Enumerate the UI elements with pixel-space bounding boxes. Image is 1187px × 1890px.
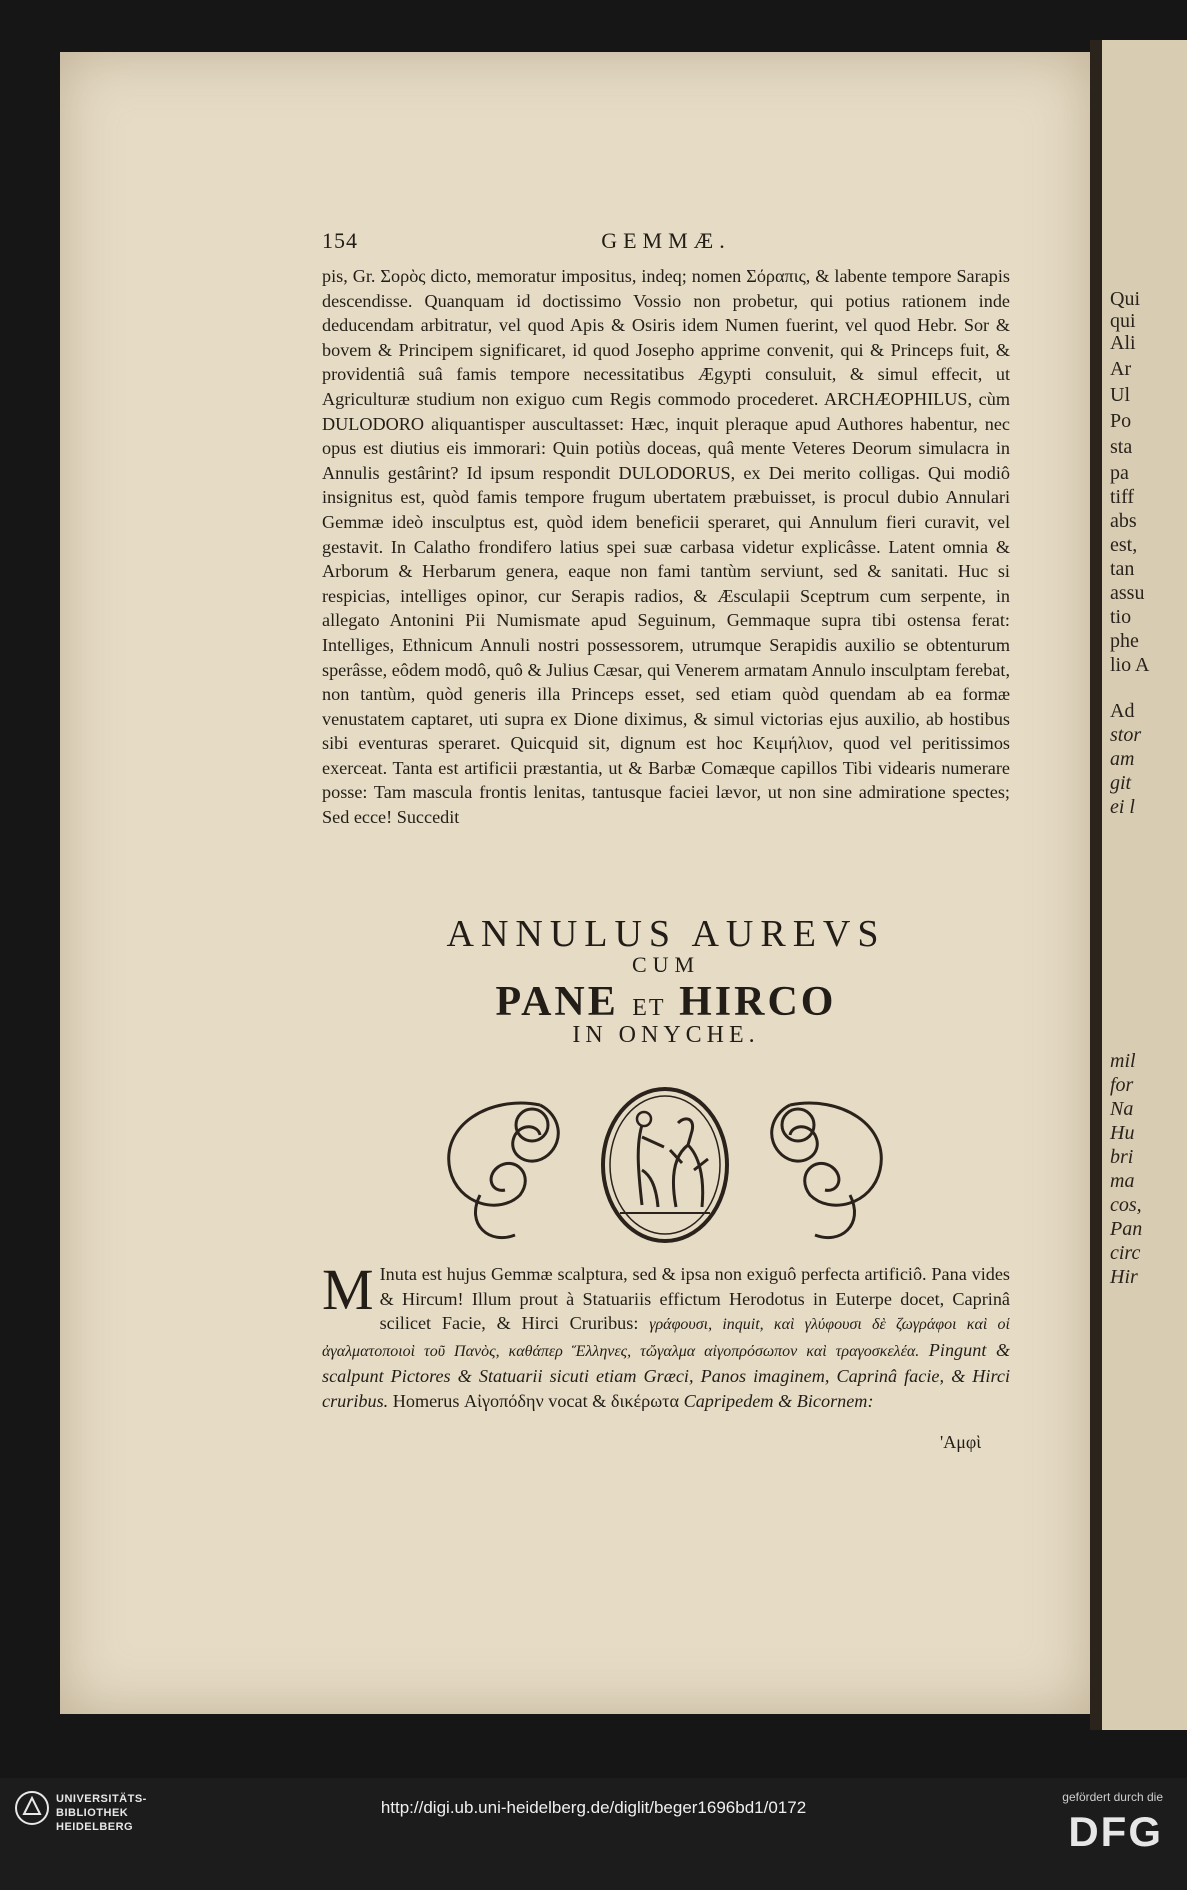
facing-page-fragment: Pan [1110, 1218, 1143, 1240]
title-pane: PANE [495, 979, 619, 1025]
title-hirco: HIRCO [679, 979, 837, 1025]
paragraph-2-text-b: Homerus Αἰγοπόδην vocat & δικέρωτα [392, 1390, 680, 1411]
title-line-2: CUM [631, 952, 701, 977]
facing-page-fragment: Hu [1110, 1122, 1135, 1144]
facing-page-fragment: Po [1110, 410, 1132, 432]
facing-page-fragment: Qui [1110, 288, 1140, 310]
paragraph-1: pis, Gr. Σορὸς dicto, memoratur impositus, indeq; nomen Σόραπις, & labente tempore Sarapis descendisse. Quanquam id doctissimo Vossio non probetur, qui potius rationem inde deducendam arbitratur, vel quod Apis & Osiris idem Numen fuerint, vel quod Hebr. Sor & bovem & Principem significaret, id quod Josepho apprime convenit, qui & Princeps fuit, & providentiâ suâ famis tempore necessitatibus Ægypti consuluit, & simul effecit, ut Agriculturæ studium non exiguo cum Regis commodo procederet. ARCHÆOPHILUS, cùm DULODORO aliquantisper auscultasset: Hæc, inquit pleraque apud Authores habentur, nec opus est diutius eis immorari: Quin potiùs doceas, quâ mente Veteres Deorum simulacra in Annulis gestârint? Id ipsum respondit DULODORUS, ex Dei merito colligas. Qui modiô insignitus est, quòd famis tempore frugum ubertatem præbuisset, is procul dubio Annulari Gemmæ ideò insculptus est, quòd idem beneficii speraret, qui Annulum fieri curavit, vel gestavit. In Calatho frondifero latius spei suæ carbasa videtur explicâsse. Latent omnia & Arborum & Herbarum genera, eaque non fami tantùm serviunt, sed & sanitati. Huc si respicias, intelliges opinor, cur Serapis radios, & Æsculapii Sceptrum cum serpente, in allegato Antonini Pii Numismate apud Seguinum, Gemmaque supra tibi ostensa ferat: Intelliges, Ethnicum Annuli nostri possessorem, utrumque Serapidis auxilio se obtenturum sperâsse, eôdem modô, quô & Julius Cæsar, qui Venerem armatam Annulo insculptam ferebat, non tantùm, quòd generis illa Princeps esset, sed etiam quòd quendam ab ea formæ venustatem captaret, uti supra ex Dione diximus, & simul victorias ejus auxilio, ab hostibus sibi eventuras speraret. Quicquid sit, dignum est hoc Κειμήλιον, quod vel peritissimos exerceat. Tanta est artificii præstantia, ut & Barbæ Comæque capillos Tibi videaris numerare posse: Tam mascula frontis lenitas, tantusque faciei lævor, ut non sine admiratione spectes; Sed ecce! Succedit [322, 266, 1010, 828]
facing-page-fragment: tiff [1110, 486, 1135, 508]
facing-page-fragment: ei l [1110, 796, 1135, 818]
drop-cap: M [322, 1257, 374, 1322]
facing-page-fragment: Ar [1110, 358, 1132, 380]
facing-page-fragment: circ [1110, 1242, 1141, 1264]
facing-page-fragment: ma [1110, 1170, 1135, 1192]
facing-page-fragment: bri [1110, 1146, 1134, 1168]
library-line-2: BIBLIOTHEK [56, 1807, 129, 1819]
dfg-logo: DFG [1068, 1808, 1163, 1855]
facing-page-fragment: Ul [1110, 384, 1130, 406]
facing-page-fragment: mil [1110, 1050, 1136, 1072]
facing-page-fragment: Ali [1110, 332, 1136, 354]
homer-epithet: Capripedem & Bicornem: [683, 1390, 874, 1411]
library-line-1: UNIVERSITÄTS- [56, 1793, 147, 1805]
funding-label: gefördert durch die [1062, 1790, 1163, 1804]
facing-page-fragment: est, [1110, 534, 1138, 556]
oval-intaglio [603, 1089, 727, 1241]
facing-page-edge [1102, 40, 1187, 1730]
greek-quotation: γράφουσι, inquit, καὶ γλύφουσι δὲ ζωγράφοι καὶ οἱ ἀγαλματοποιοὶ τοῦ Πανὸς, καθάπερ Ἕλληνες, τὤγαλμα αἰγοπρόσωπον καὶ τραγοσκελέα. [322, 1316, 1010, 1360]
facing-page-fragment: assu [1110, 582, 1145, 604]
facing-page-fragment: Ad [1110, 700, 1135, 722]
left-scroll-ornament [449, 1103, 559, 1238]
title-et: ET [632, 995, 666, 1021]
facing-page-fragment: am [1110, 748, 1135, 770]
book-gutter [1090, 40, 1102, 1730]
permalink-url[interactable]: http://digi.ub.uni-heidelberg.de/diglit/beger1696bd1/0172 [380, 1798, 807, 1817]
catchword: 'Αμφὶ [940, 1432, 982, 1452]
facing-page-fragment: qui [1110, 310, 1136, 332]
facing-page-fragment: pa [1110, 462, 1129, 484]
facing-page-fragment: sta [1110, 436, 1133, 458]
facing-page-fragment: tan [1110, 558, 1135, 580]
facing-page-fragment: phe [1110, 630, 1139, 652]
paragraph-2 [322, 1257, 1011, 1414]
running-head [322, 228, 1010, 260]
facing-page-fragment: abs [1110, 510, 1137, 532]
facing-page-fragment: Hir [1110, 1266, 1138, 1288]
running-title: GEMMÆ. [601, 228, 731, 253]
title-line-4: IN ONYCHE. [572, 1022, 760, 1048]
facing-page-fragment: cos, [1110, 1194, 1142, 1216]
title-line-3 [322, 978, 1010, 1026]
library-line-3: HEIDELBERG [56, 1821, 134, 1833]
facing-page-fragment: tio [1110, 606, 1132, 628]
latin-translation: Pingunt & scalpunt Pictores & Statuarii sicuti etiam Græci, Panos imaginem, Caprinâ facie, & Hirci cruribus. [322, 1339, 1011, 1411]
facing-page-fragment: Na [1110, 1098, 1134, 1120]
gem-engraving [420, 1075, 910, 1250]
facing-page-fragment: git [1110, 772, 1132, 794]
page-number: 154 [322, 228, 358, 253]
right-scroll-ornament [772, 1103, 882, 1238]
title-line-1: ANNULUS AUREVS [446, 913, 886, 955]
paragraph-2-text-a: Inuta est hujus Gemmæ scalptura, sed & ipsa non exiguô perfecta artificiô. Pana vides & Hircum! Illum prout à Statuariis effictum Herodotus in Euterpe docet, Caprinâ scilicet Facie, & Hirci Cruribus: [379, 1264, 1010, 1334]
facing-page-fragment: stor [1110, 724, 1142, 746]
facing-page-fragment: for [1110, 1074, 1134, 1096]
facing-page-fragment: lio A [1110, 654, 1150, 676]
viewer-footer [0, 1778, 1187, 1890]
